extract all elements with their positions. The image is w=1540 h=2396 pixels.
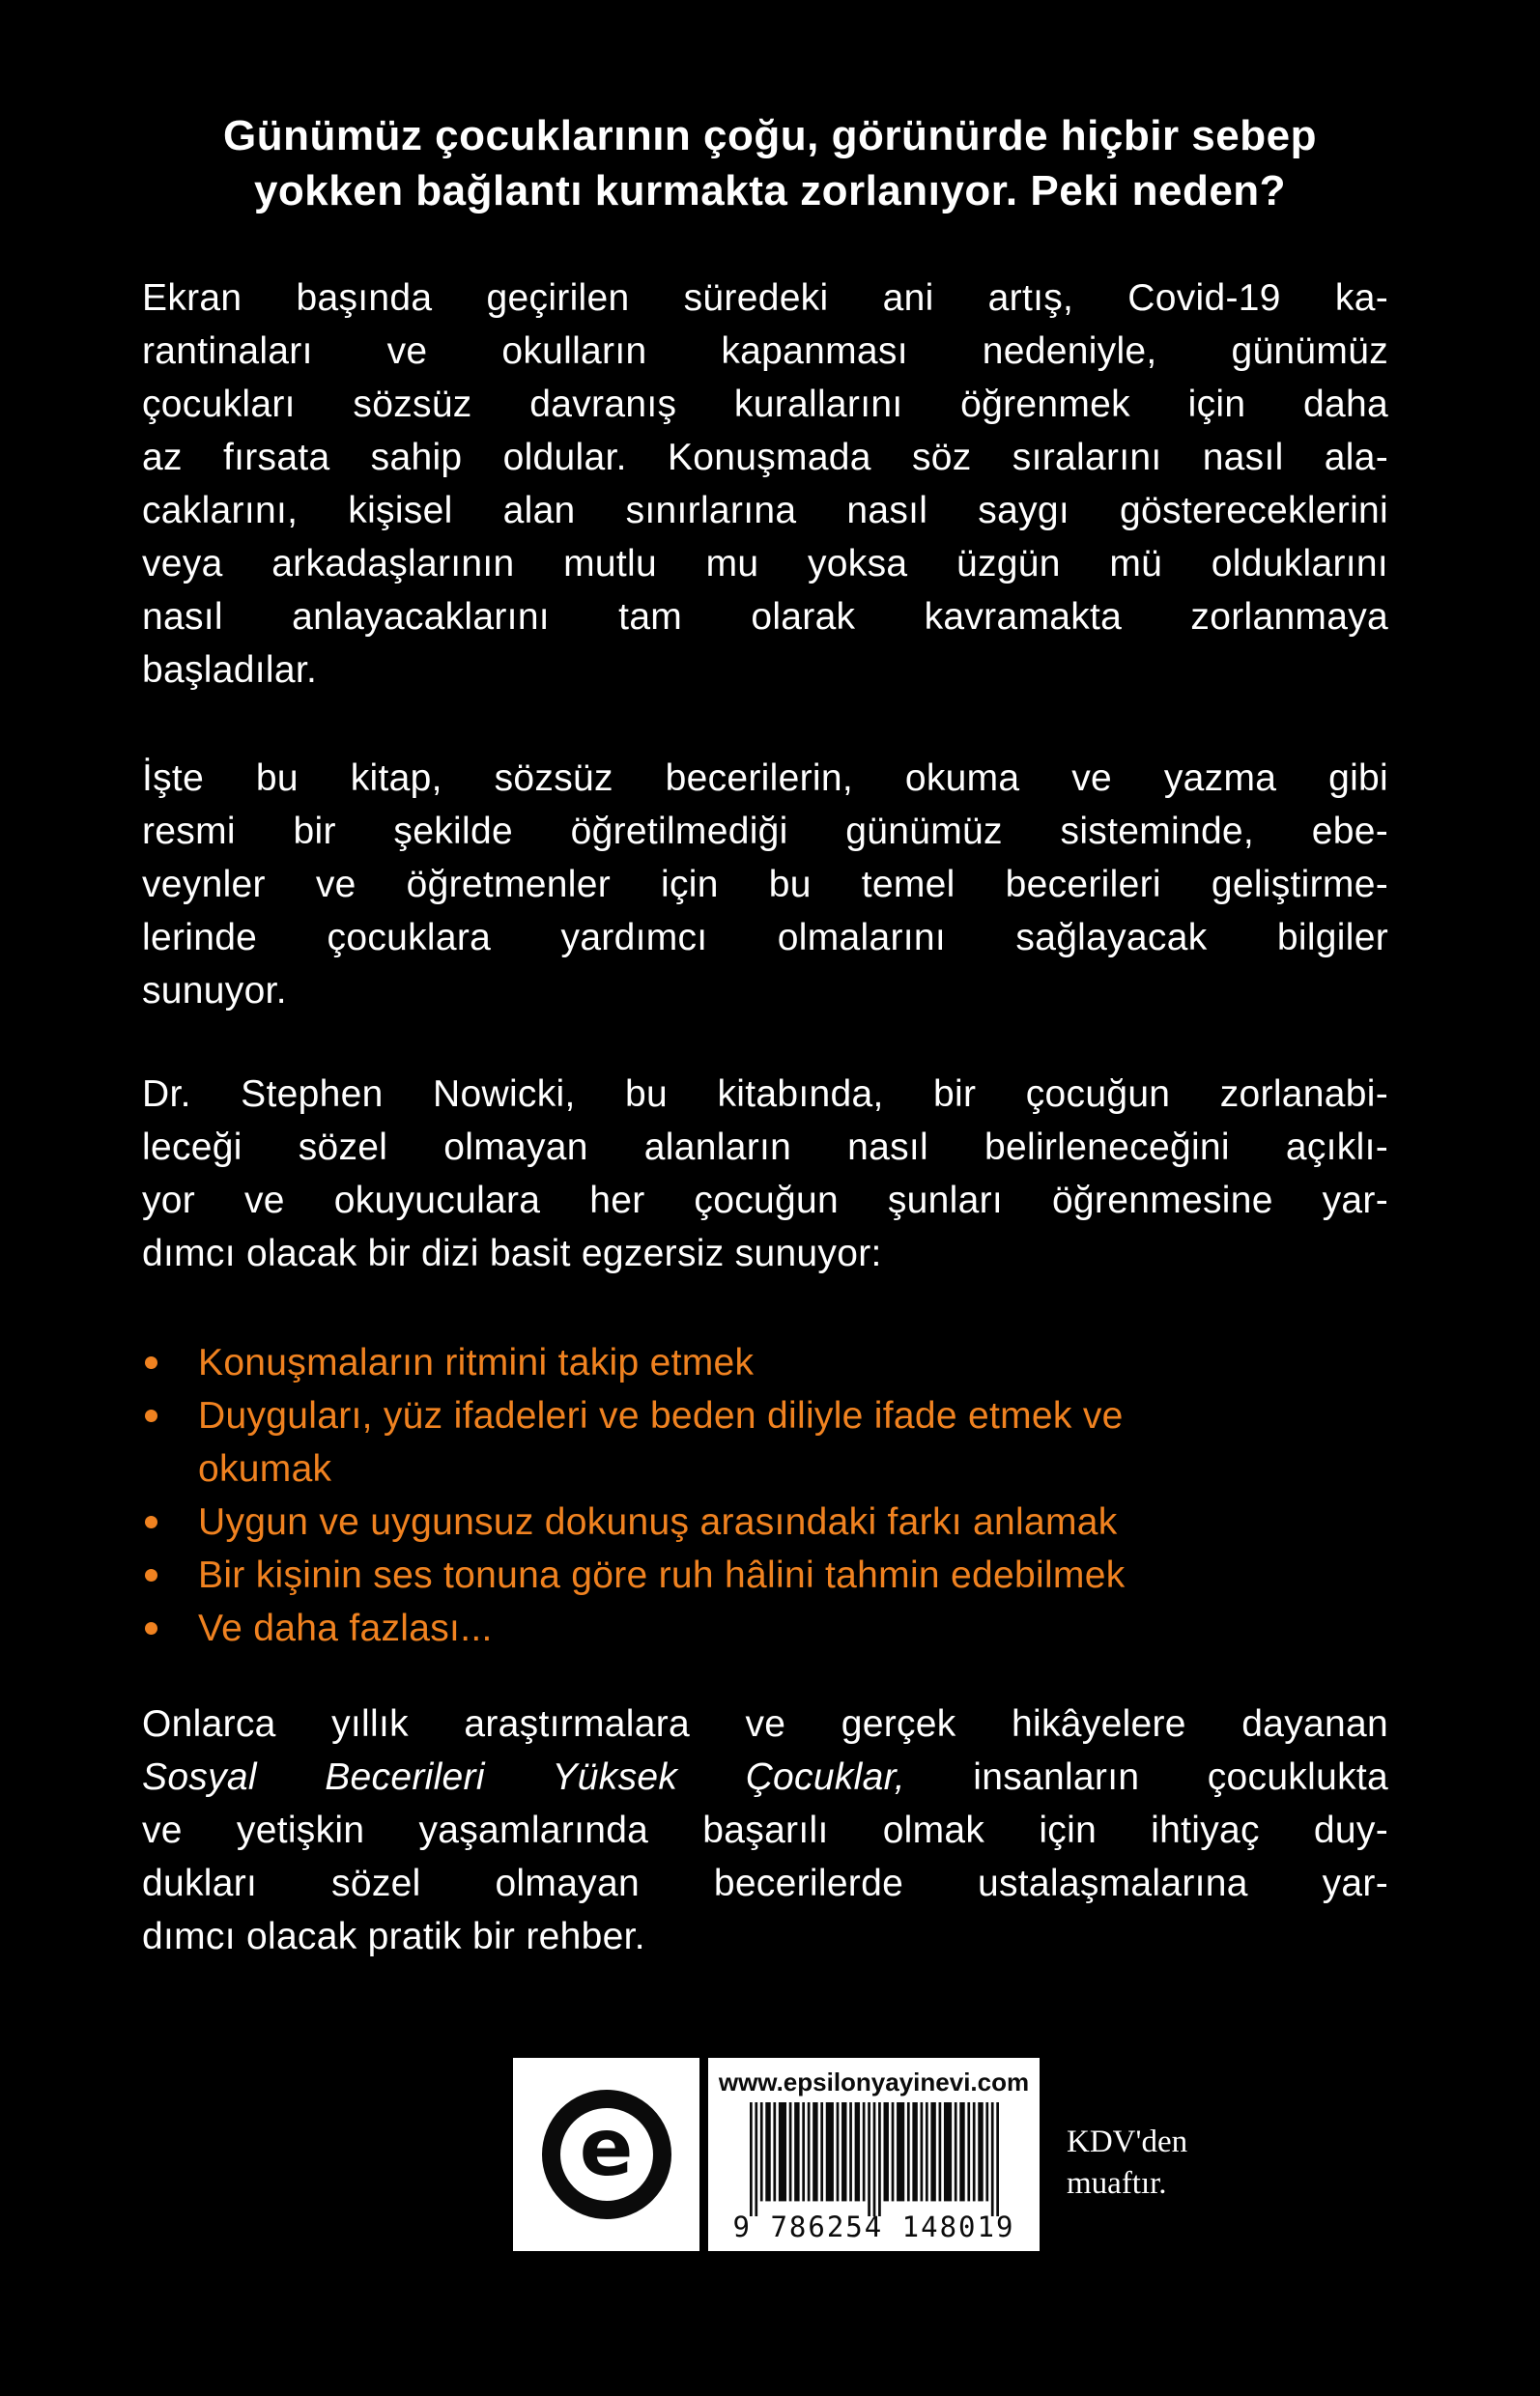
- text-line: sunuyor.: [142, 970, 287, 1012]
- bullet-text: Duyguları, yüz ifadeleri ve beden diliyle ifade etmek ve: [198, 1395, 1124, 1437]
- bullet-text: Konuşmaların ritmini takip etmek: [198, 1342, 755, 1383]
- book-title-italic: Sosyal Becerileri Yüksek Çocuklar,: [142, 1756, 905, 1798]
- text-line: veya arkadaşlarının mutlu mu yoksa üzgün mü olduklarını: [142, 543, 1388, 585]
- bullet-text: Ve daha fazlası...: [198, 1608, 493, 1649]
- tax-exemption-note: [1067, 2122, 1187, 2205]
- text-line: dımcı olacak pratik bir rehber.: [142, 1916, 645, 1957]
- bullet-dot-icon: [145, 1622, 157, 1635]
- headline-line: yokken bağlantı kurmakta zorlanıyor. Peki neden?: [253, 167, 1287, 214]
- bullet-item: [142, 1389, 1388, 1496]
- text-line: ve yetişkin yaşamlarında başarılı olmak için ihtiyaç duy-: [142, 1810, 1388, 1851]
- bullet-item: [142, 1549, 1388, 1602]
- publisher-logo-panel: [513, 2058, 699, 2251]
- skills-bullet-list: [142, 1336, 1388, 1655]
- headline-question: [147, 108, 1393, 218]
- publisher-website: www.epsilonyayinevi.com: [718, 2068, 1030, 2096]
- text-line: veynler ve öğretmenler için bu temel becerileri geliştirme-: [142, 864, 1388, 905]
- text-line: Onlarca yıllık araştırmalara ve gerçek hikâyelere dayanan: [142, 1703, 1388, 1745]
- text-line: Dr. Stephen Nowicki, bu kitabında, bir çocuğun zorlanabi-: [142, 1073, 1388, 1115]
- paragraph-summary: [142, 1697, 1388, 1963]
- bullet-item: [142, 1336, 1388, 1389]
- isbn-number: 9 786254 148019: [732, 2211, 1015, 2243]
- text-line: yor ve okuyuculara her çocuğun şunları öğrenmesine yar-: [142, 1180, 1388, 1221]
- text-line: lerinde çocuklara yardımcı olmalarını sağlayacak bilgiler: [142, 917, 1388, 958]
- bullet-text: Uygun ve uygunsuz dokunuş arasındaki farkı anlamak: [198, 1501, 1118, 1543]
- bullet-dot-icon: [145, 1356, 157, 1369]
- text-line: rantinaları ve okulların kapanması nedeniyle, günümüz: [142, 330, 1388, 372]
- barcode-panel: [708, 2058, 1040, 2251]
- text-line: İşte bu kitap, sözsüz becerilerin, okuma ve yazma gibi: [142, 757, 1388, 799]
- bullet-dot-icon: [145, 1410, 157, 1422]
- text-line: başladılar.: [142, 649, 318, 691]
- text-line: Ekran başında geçirilen süredeki ani artış, Covid-19 ka-: [142, 277, 1388, 319]
- bullet-item: [142, 1496, 1388, 1549]
- epsilon-logo-letter: e: [579, 2102, 634, 2194]
- headline-line: Günümüz çocuklarının çoğu, görünürde hiçbir sebep: [223, 112, 1317, 159]
- barcode-icon: [750, 2102, 999, 2216]
- text-segment: insanların çocuklukta: [904, 1756, 1388, 1798]
- bullet-text: Bir kişinin ses tonuna göre ruh hâlini tahmin edebilmek: [198, 1555, 1126, 1596]
- text-line: çocukları sözsüz davranış kurallarını öğrenmek için daha: [142, 384, 1388, 425]
- bullet-text: okumak: [198, 1448, 332, 1490]
- text-line: resmi bir şekilde öğretilmediği günümüz sisteminde, ebe-: [142, 811, 1388, 852]
- text-line: dukları sözel olmayan becerilerde ustalaşmalarına yar-: [142, 1863, 1388, 1904]
- paragraph-author: [142, 1068, 1388, 1280]
- bullet-dot-icon: [145, 1569, 157, 1582]
- paragraph-screen-time: [142, 271, 1388, 697]
- text-line: nasıl anlayacaklarını tam olarak kavramakta zorlanmaya: [142, 596, 1388, 638]
- text-line: [142, 1751, 1388, 1804]
- tax-note-line: muaftır.: [1067, 2166, 1167, 2201]
- paragraph-book-purpose: [142, 752, 1388, 1017]
- epsilon-logo-icon: [542, 2090, 671, 2219]
- bullet-dot-icon: [145, 1516, 157, 1528]
- text-line: caklarını, kişisel alan sınırlarına nasıl saygı göstereceklerini: [142, 490, 1388, 531]
- tax-note-line: KDV'den: [1067, 2125, 1188, 2159]
- text-line: dımcı olacak bir dizi basit egzersiz sunuyor:: [142, 1233, 882, 1274]
- text-line: az fırsata sahip oldular. Konuşmada söz sıralarını nasıl ala-: [142, 437, 1388, 478]
- text-line: leceği sözel olmayan alanların nasıl belirleneceğini açıklı-: [142, 1127, 1388, 1168]
- bullet-item: [142, 1602, 1388, 1655]
